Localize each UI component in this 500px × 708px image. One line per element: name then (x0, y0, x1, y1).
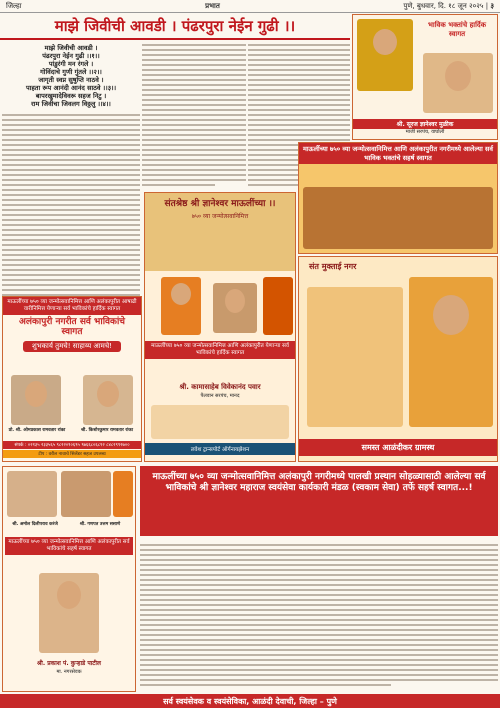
article-text-block (2, 114, 140, 324)
date-line: पुणे, बुधवार, दि. १८ जून २०२५ | ३ (403, 1, 494, 10)
left-advert-subhead: शुभकार्य तुमचे! साहाय्य आमचे! (23, 341, 121, 352)
section-label: जिल्हा (6, 1, 22, 10)
bl-name-2: श्री. गणपत उत्तम ससाणे (79, 522, 121, 527)
poem-line: पंढरपुरा नेईन गुढी ।।१।। (42, 52, 100, 60)
bl-title: माऊलींच्या ७५० व्या जन्मोत्सवानिमित्त आणि अलंकापुरीत सर्व भाविकांचे सहर्ष स्वागत (5, 537, 133, 555)
right-advert-1 (352, 14, 498, 140)
left-advert-welcome: अलंकापुरी नगरीत सर्व भाविकांचे स्वागत (19, 317, 125, 337)
center-firm: लवेश ट्रान्सपोर्ट ऑर्गनायझेशन (145, 443, 295, 455)
poem-line: गोविंदाचे गुणी गुंतले ।।२।। (40, 68, 102, 76)
page-banner: माझे जिवीची आवडी । पंढरपुरा नेईन गुढी ।। (0, 14, 350, 40)
deity-image-bl (113, 471, 133, 517)
right-ad3-footer: समस्त आळंदीकर ग्रामस्थ (299, 439, 497, 456)
person-photo-bl2 (61, 471, 111, 517)
left-advert-title: माऊलींच्या ७५० व्या जन्मोत्सवानिमित्त आणि अलंकापुरीत आषाढी वारीनिमित्त येणाऱ्या सर्व भाविकांचे हार्दिक स्वागत (3, 297, 141, 315)
bl-name-1: श्री. अमोल दिलीपराव करंजे (12, 522, 58, 527)
person-photo-bl3 (39, 573, 99, 653)
poem-line: माझे जिवीची आवडी । (44, 44, 98, 52)
deity-image-right (357, 19, 413, 91)
page-number: ३ (490, 1, 494, 10)
article-column-2 (142, 42, 246, 192)
saint-image (409, 277, 493, 427)
center-advert (144, 192, 296, 462)
date-text: पुणे, बुधवार, दि. १८ जून २०२५ (403, 1, 484, 10)
person-name-2: श्री. किशोरकुमार रामवतार रांका (81, 428, 133, 433)
right-ad3-title: संत मुक्ताई नगर (309, 262, 357, 271)
poem-line: पांडुरंगी मन रंगले । (48, 60, 94, 68)
center-sub: पैलवान सरपंच, मानद (200, 393, 240, 399)
center-top (145, 193, 295, 271)
contact-phones: संपर्क : ०२१३५ २३३५६५ ९८२२०९०६९५ ९७६६८०६८९२ ८४८२९९२७०० (3, 441, 141, 449)
page-header (0, 0, 500, 13)
bottom-footer: सर्व स्वयंसेवक व स्वयंसेविका, आळंदी देवाची, जिल्हा – पुणे (0, 694, 500, 708)
bottom-left-advert (2, 466, 136, 692)
left-advert (2, 296, 142, 462)
photo-row (151, 405, 289, 439)
person-photo-bl1 (7, 471, 57, 517)
person-name-1: प्रो. श्री. ओमप्रकाश रामवतार रांका (8, 428, 66, 433)
person-photo-right (423, 53, 493, 113)
right-ad1-name: श्री. सूरज ज्ञानेश्वर मुळीक (353, 119, 497, 129)
right-advert-2 (298, 142, 498, 254)
poem-line: राम जिवीचा जिवलग विठ्ठलु ।।४।। (31, 100, 111, 108)
brand-logo: प्रभात (205, 1, 220, 10)
bottom-text (140, 540, 498, 690)
center-subtitle: ७५० व्या जन्मोत्सवानिमित्त (191, 213, 249, 220)
poem-line: पाहता रूप आनंदी आनंद साठवे ।।३।। (25, 84, 117, 92)
center-title: संतश्रेष्ठ श्री ज्ञानेश्वर माऊलींच्या ।। (164, 199, 276, 209)
person-photo-center (213, 283, 257, 333)
deity-image (161, 277, 201, 335)
right-ad1-title: भाविक भक्तांचे हार्दिक स्वागत (427, 21, 487, 38)
center-mid-title: माऊलींच्या ७५० व्या जन्मोत्सवानिमित्त आणि अलंकापुरीत येणाऱ्या सर्व भाविकांचे हार्दिक स्वागत (145, 341, 295, 359)
right-ad1-role: माजी सरपंच, वाघोली (405, 129, 445, 135)
saint-image-2 (307, 287, 403, 427)
right-advert-3 (298, 256, 498, 462)
bl-name-3: श्री. प्रकाश पं. कुऱ्हाडे पाटील (37, 660, 101, 667)
poem (2, 42, 140, 110)
advert-notice: टीप : वरील नावाचे सिलेंडर सहज उपलब्ध (3, 450, 141, 458)
person-photo-2 (83, 375, 133, 425)
poem-line: जागृती स्वप्न सुषुप्ति नाठवे । (38, 76, 104, 84)
bl-name-4: मा. नगरसेवक (56, 669, 82, 675)
temple-image (303, 187, 493, 249)
deity-image-2 (263, 277, 293, 335)
bottom-headline: माऊलींच्या ७५० व्या जन्मोत्सवानिमित्त अलंकापुरी नगरीमध्ये पालखी प्रस्थान सोहळ्यासाठी आलेल्या सर्व भाविकांचे श्री ज्ञानेश्वर महाराज स्वयंसेवा कार्यकारी मंडळ (स्वकाम सेवा) तर्फे सहर्ष स्वागत...! (140, 466, 498, 536)
poem-line: बापरखुमादेविवरू सहज निटु । (35, 92, 107, 100)
center-name: श्री. कामासाहेब विवेकानंद पवार (179, 383, 261, 391)
right-ad2-title: माऊलींच्या ७५० व्या जन्मोत्सवानिमित्त आणि अलंकापुरीत नगरीमध्ये आलेल्या सर्व भाविक भक्तांचे सहर्ष स्वागत (299, 143, 497, 164)
person-photo-1 (11, 375, 61, 425)
